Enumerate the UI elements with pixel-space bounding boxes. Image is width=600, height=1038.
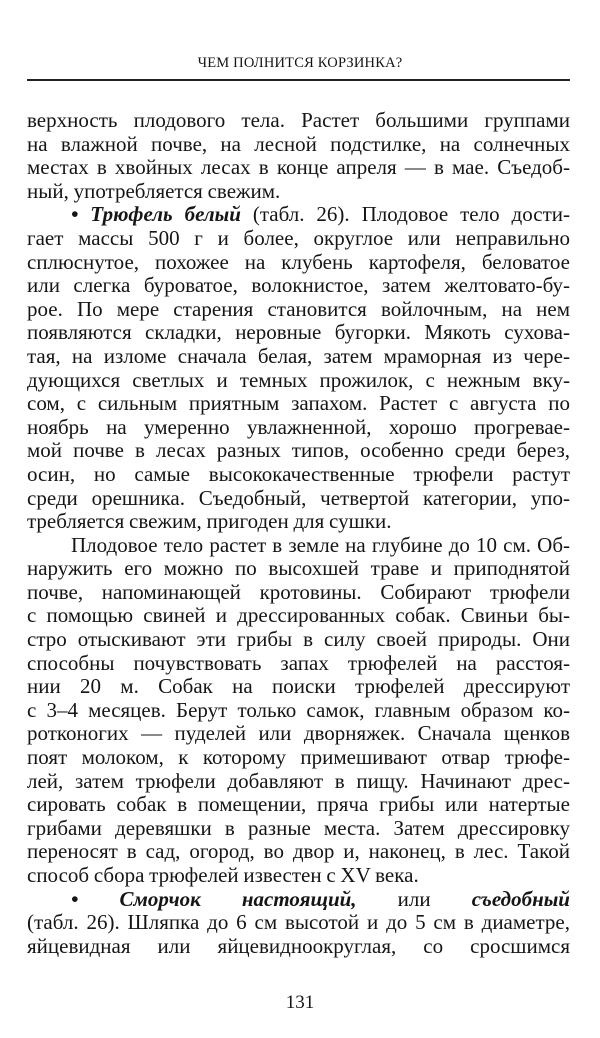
text-line — [27, 416, 570, 440]
text-segment: яйцевидная или яйцевидноокруглая, со сросшимся — [27, 933, 570, 958]
text-segment: осин, но самые высококачественные трюфели растут — [27, 461, 570, 486]
text-segment: местах в хвойных лесах в конце апреля — в мае. Съедоб- — [27, 155, 570, 180]
text-segment: нии 20 м. Собак на поиски трюфелей дрессируют — [27, 674, 570, 699]
text-line — [27, 345, 570, 369]
text-segment: поят молоком, к которому примешивают отвар трюфе- — [27, 745, 570, 770]
text-segment: сировать собак в помещении, пряча грибы или натертые — [27, 792, 570, 817]
text-segment: появляются складки, неровные бугорки. Мякоть сухова- — [27, 320, 570, 345]
text-line — [27, 298, 570, 322]
text-segment: на влажной почве, на лесной подстилке, на солнечных — [27, 131, 570, 156]
text-line — [27, 439, 570, 463]
text-segment: грибами деревяшки в разные места. Затем дрессировку — [27, 815, 570, 840]
text-segment: дующихся светлых и темных прожилок, с нежным вку- — [27, 367, 570, 392]
text-segment: стро отыскивают эти грибы в силу своей природы. Они — [27, 627, 570, 652]
text-segment: среди орешника. Съедобный, четвертой категории, упо- — [27, 485, 570, 510]
text-line — [27, 722, 570, 746]
text-line — [27, 109, 570, 133]
text-segment: (табл. 26). Плодовое тело дости- — [240, 202, 570, 227]
text-segment: требляется свежим, пригоден для сушки. — [27, 509, 392, 534]
text-line — [27, 699, 570, 723]
text-line — [27, 321, 570, 345]
text-line — [27, 203, 570, 227]
text-line — [27, 911, 570, 935]
text-line — [27, 463, 570, 487]
text-line — [27, 864, 570, 888]
text-segment: с помощью свиней и дрессированных собак. Свиньи бы- — [27, 603, 570, 628]
text-segment: переносят в сад, огород, во двор и, наконец, в лес. Такой — [27, 839, 570, 864]
text-segment: ный, употребляется свежим. — [27, 178, 281, 203]
text-segment: рое. По мере старения становится войлочным, на нем — [27, 296, 570, 321]
text-line — [27, 581, 570, 605]
text-line — [27, 675, 570, 699]
text-line — [27, 793, 570, 817]
text-line — [27, 817, 570, 841]
text-line — [27, 652, 570, 676]
text-segment: Плодовое тело растет в земле на глубине до 10 см. Об- — [71, 532, 570, 557]
text-line — [27, 534, 570, 558]
term-heading: • Трюфель белый — [71, 202, 241, 227]
text-line — [27, 180, 570, 204]
text-segment: ноябрь на умеренно увлажненной, хорошо прогревае- — [27, 414, 570, 439]
text-segment: сплюснутое, похожее на клубень картофеля, беловатое — [27, 249, 570, 274]
term-heading: • Сморчок настоящий, — [71, 886, 357, 911]
text-segment: почве, напоминающей кротовины. Собирают трюфели — [27, 579, 570, 604]
text-line — [27, 628, 570, 652]
text-line — [27, 274, 570, 298]
text-segment: способ сбора трюфелей известен с XV века. — [27, 863, 419, 887]
text-segment: способны почувствовать запах трюфелей на расстоя- — [27, 650, 570, 675]
term-heading: съедобный — [471, 886, 570, 911]
text-line — [27, 156, 570, 180]
text-segment: гает массы 500 г и более, округлое или неправильно — [27, 225, 570, 250]
text-segment: наружить его можно по высохшей траве и приподнятой — [27, 556, 570, 581]
text-line — [27, 369, 570, 393]
text-line — [27, 510, 570, 534]
text-line — [27, 557, 570, 581]
text-line — [27, 935, 570, 959]
text-line — [27, 487, 570, 511]
text-line — [27, 251, 570, 275]
text-segment: или — [356, 886, 472, 911]
text-line — [27, 604, 570, 628]
text-segment: верхность плодового тела. Растет большими группами — [27, 108, 570, 132]
text-segment: или слегка буроватое, волокнистое, затем желтовато-бу- — [27, 273, 570, 298]
text-line — [27, 888, 570, 912]
text-line — [27, 392, 570, 416]
text-segment: мой почве в лесах разных типов, особенно среди берез, — [27, 438, 570, 463]
header-rule — [27, 79, 570, 81]
body-text — [27, 109, 570, 958]
text-line — [27, 133, 570, 157]
page-number: 131 — [285, 992, 315, 1013]
text-segment: с 3–4 месяцев. Берут только самок, главным образом ко- — [27, 697, 570, 722]
text-segment: тая, на изломе сначала белая, затем мраморная из чере- — [27, 343, 570, 368]
text-segment: (табл. 26). Шляпка до 6 см высотой и до 5 см в диаметре, — [27, 910, 570, 935]
text-line — [27, 770, 570, 794]
text-segment: ротконогих — пуделей или дворняжек. Сначала щенков — [27, 721, 570, 746]
text-line — [27, 227, 570, 251]
text-segment: сом, с сильным приятным запахом. Растет с августа по — [27, 391, 570, 416]
text-line — [27, 840, 570, 864]
text-segment: лей, затем трюфели добавляют в пищу. Начинают дрес- — [27, 768, 570, 793]
text-line — [27, 746, 570, 770]
running-header-title: ЧЕМ ПОЛНИТСЯ КОРЗИНКА? — [197, 55, 403, 71]
